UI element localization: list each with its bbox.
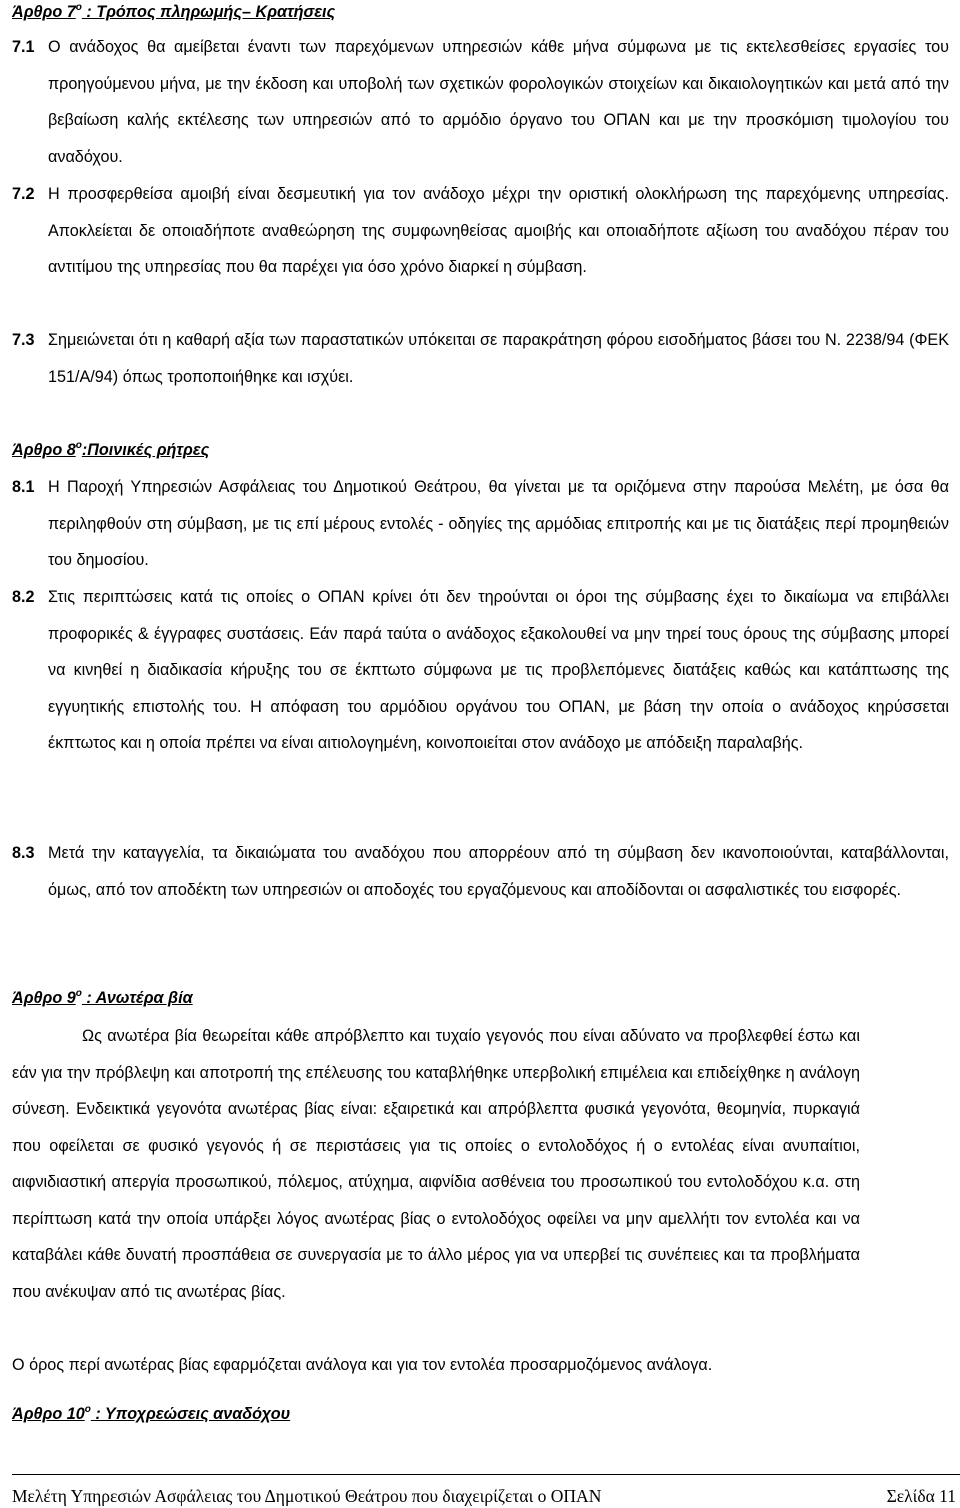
footer-divider <box>12 1474 960 1475</box>
clause-8-3 <box>12 835 949 908</box>
page-number: Σελίδα 11 <box>886 1486 956 1506</box>
clause-number: 8.3 <box>12 844 35 862</box>
clause-8-2 <box>12 579 949 762</box>
article-9-closing-paragraph: Ο όρος περί ανωτέρας βίας εφαρμόζεται ανάλογα και για τον εντολέα προσαρμοζόμενος ανάλογα. <box>12 1356 713 1374</box>
footer-title: Μελέτη Υπηρεσιών Ασφάλειας του Δημοτικού Θεάτρου που διαχειρίζεται ο ΟΠΑΝ <box>12 1486 602 1506</box>
clause-text: Η Παροχή Υπηρεσιών Ασφάλειας του Δημοτικού Θεάτρου, θα γίνεται με τα οριζόμενα στην παρούσα Μελέτη, με όσα θα περιληφθούν στη σύμβαση, με τις επί μέρους εντολές - οδηγίες της αρμόδιας επιτροπής και με τις διατάξεις περί προμηθειών του δημοσίου. <box>48 478 949 569</box>
clause-number: 8.1 <box>12 478 35 496</box>
clause-number: 8.2 <box>12 588 35 606</box>
article-7-heading: Άρθρο $7^o$ : Τρόπος πληρωμής– Κρατήσεις <box>12 2 336 21</box>
clause-7-1 <box>12 29 949 175</box>
clause-number: 7.3 <box>12 331 35 349</box>
clause-7-2 <box>12 176 949 286</box>
article-10-heading: Άρθρο $10^o$ : Υποχρεώσεις αναδόχου <box>12 1404 291 1423</box>
article-9-heading: Άρθρο $9^o$ : Ανωτέρα βία <box>12 988 193 1007</box>
clause-8-1 <box>12 469 949 579</box>
clause-7-3 <box>12 322 949 395</box>
clause-text: Σημειώνεται ότι η καθαρή αξία των παραστατικών υπόκειται σε παρακράτηση φόρου εισοδήματος βάσει του Ν. 2238/94 (ΦΕΚ 151/Α/94) όπως τροποποιήθηκε και ισχύει. <box>48 331 949 386</box>
article-9-paragraph: Ως ανωτέρα βία θεωρείται κάθε απρόβλεπτο και τυχαίο γεγονός που είναι αδύνατο να προβλεφθεί έστω και εάν για την πρόβλεψη και αποτροπή της επέλευσης του καταβλήθηκε υπερβολική επιμέλεια και επιδείχθηκε η ανάλογη σύνεση. Ενδεικτικά γεγονότα ανωτέρας βίας είναι: εξαιρετικά και απρόβλεπτα φυσικά γεγονότα, θεομηνία, πυρκαγιά που οφείλεται σε φυσικό γεγονός ή σε περιστάσεις για τις οποίες ο εντολοδόχος ή ο εντολέας είναι ανυπαίτιοι, αιφνιδιαστική απεργία προσωπικού, πόλεμος, ατύχημα, αιφνίδια ασθένεια του προσωπικού του εντολοδόχου κ.α. στη περίπτωση κατά την οποία υπάρξει λόγος ανωτέρας βίας ο εντολοδόχος οφείλει να μην αμελλήτι τον εντολέα και να καταβάλει κάθε δυνατή προσπάθεια σε συνεργασία με το άλλο μέρος για να υπερβεί τις συνέπειες και τα προβλήματα που ανέκυψαν από τις ανωτέρας βίας. <box>12 1027 860 1301</box>
clause-text: Στις περιπτώσεις κατά τις οποίες ο ΟΠΑΝ κρίνει ότι δεν τηρούνται οι όροι της σύμβασης έχει το δικαίωμα να επιβάλλει προφορικές & έγγραφες συστάσεις. Εάν παρά ταύτα ο ανάδοχος εξακολουθεί να μην τηρεί τους όρους της σύμβασης μπορεί να κινηθεί η διαδικασία κήρυξης του σε έκπτωτο σύμφωνα με τις προβλεπόμενες διατάξεις καθώς και κατάπτωσης της εγγυητικής επιστολής του. Η απόφαση του αρμόδιου οργάνου του ΟΠΑΝ, με βάση την οποία ο ανάδοχος κηρύσσεται έκπτωτος και η οποία πρέπει να είναι αιτιολογημένη, κοινοποιείται στον ανάδοχο με απόδειξη παραλαβής. <box>48 588 949 752</box>
clause-text: Ο ανάδοχος θα αμείβεται έναντι των παρεχόμενων υπηρεσιών κάθε μήνα σύμφωνα με τις εκτελεσθείσες εργασίες του προηγούμενου μήνα, με την έκδοση και υποβολή των σχετικών φορολογικών στοιχείων και δικαιολογητικών και μετά από την βεβαίωση καλής εκτέλεσης των υπηρεσιών από το αρμόδιο όργανο του ΟΠΑΝ και με την προσκόμιση τιμολογίου του αναδόχου. <box>48 38 949 166</box>
clause-text: Η προσφερθείσα αμοιβή είναι δεσμευτική για τον ανάδοχο μέχρι την οριστική ολοκλήρωση της παρεχόμενης υπηρεσίας. Αποκλείεται δε οποιαδήποτε αναθεώρηση της συμφωνηθείσας αμοιβής και οποιαδήποτε αξίωση του αναδόχου πέραν του αντιτίμου της υπηρεσίας που θα παρέχει για όσο χρόνο διαρκεί η σύμβαση. <box>48 185 949 276</box>
clause-number: 7.2 <box>12 185 35 203</box>
clause-number: 7.1 <box>12 38 35 56</box>
article-8-heading: Άρθρο $8^o:\Pi o\iota\nu\iota\kappa έ\varsigma$ ρήτρες <box>12 440 210 459</box>
clause-text: Μετά την καταγγελία, τα δικαιώματα του αναδόχου που απορρέουν από τη σύμβαση δεν ικανοποιούνται, καταβάλλονται, όμως, από τον αποδέκτη των υπηρεσιών οι αποδοχές του εργαζόμενους και αποδίδονται οι ασφαλιστικές του εισφορές. <box>48 844 949 899</box>
